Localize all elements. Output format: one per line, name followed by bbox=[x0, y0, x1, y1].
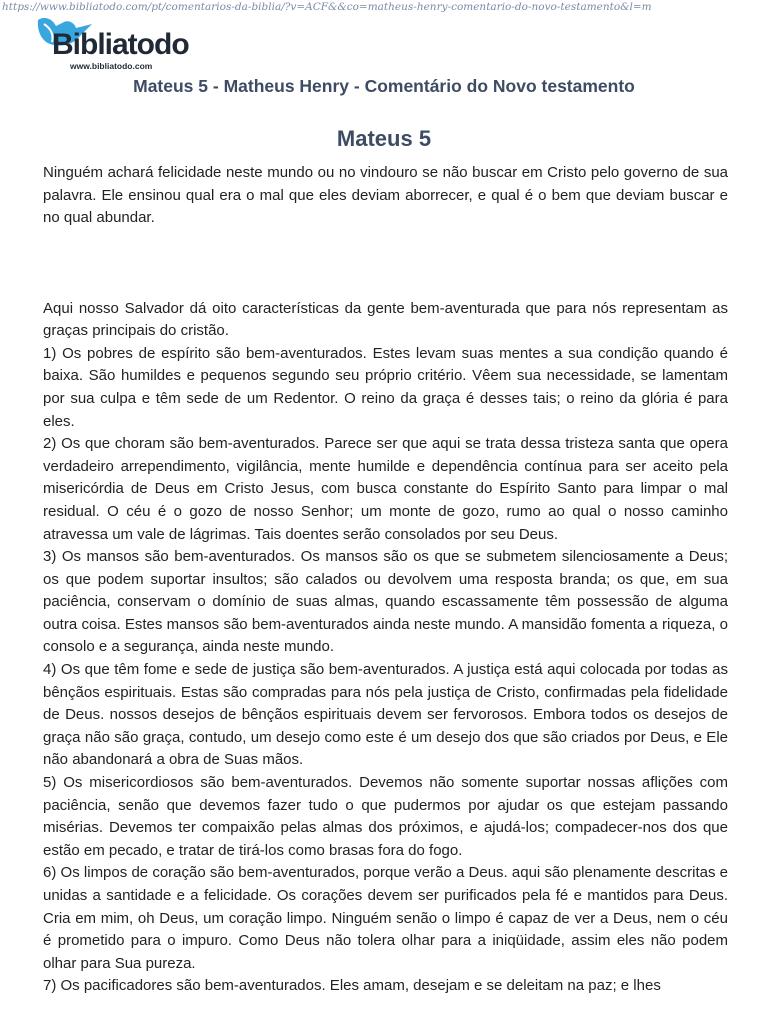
beatitude-paragraph-2: 2) Os que choram são bem-aventurados. Parece ser que aqui se trata dessa tristeza santa que opera verdadeiro arrependimento, vigilância, mente humilde e dependência contínua para ser aceito pela misericórdia de Deus em Cristo Jesus, com busca constante do Espírito Santo para limpar o mal residual. O céu é o gozo de nosso Senhor; um monte de gozo, rumo ao qual o nosso caminho atravessa um vale de lágrimas. Tais doentes serão consolados por seu Deus. bbox=[43, 435, 728, 543]
bibliatodo-logo[interactable] bbox=[34, 14, 194, 74]
beatitude-paragraph-1: 1) Os pobres de espírito são bem-aventurados. Estes levam suas mentes a sua condição quando é baixa. São humildes e pequenos segundo seu próprio critério. Vêem sua necessidade, se lamentam por sua culpa e têm sede de um Redentor. O reino da graça é desses tais; o reino da glória é para eles. bbox=[43, 344, 728, 430]
logo-wordmark: Bibliatodo bbox=[52, 28, 189, 61]
intro-paragraph: Ninguém achará felicidade neste mundo ou no vindouro se não buscar em Cristo pelo governo de sua palavra. Ele ensinou qual era o mal que eles deviam aborrecer, e qual é o bem que deviam buscar e no qual abundar. bbox=[43, 164, 728, 227]
page-url: https://www.bibliatodo.com/pt/comentarios-da-biblia/?v=ACF&&co=matheus-henry-comentario-do-novo-testamento&l=m bbox=[2, 1, 652, 13]
logo-url: www.bibliatodo.com bbox=[70, 61, 153, 71]
commentary-body bbox=[43, 162, 728, 998]
document-title: Mateus 5 - Matheus Henry - Comentário do Novo testamento bbox=[133, 76, 635, 96]
beatitude-paragraph-3: 3) Os mansos são bem-aventurados. Os mansos são os que se submetem silenciosamente a Deus; os que podem suportar insultos; são calados ou devolvem uma resposta branda; os que, em sua paciência, conservam o domínio de suas almas, quando escassamente têm possessão de alguma outra coisa. Estes mansos são bem-aventurados ainda neste mundo. A mansidão fomenta a riqueza, o consolo e a segurança, ainda neste mundo. bbox=[43, 548, 728, 656]
beatitude-paragraph-7: 7) Os pacificadores são bem-aventurados. Eles amam, desejam e se deleitam na paz; e lhes bbox=[43, 977, 661, 995]
characteristics-intro: Aqui nosso Salvador dá oito características da gente bem-aventurada que para nós representam as graças principais do cristão. bbox=[43, 299, 728, 340]
beatitude-paragraph-6: 6) Os limpos de coração são bem-aventurados, porque verão a Deus. aqui são plenamente descritas e unidas a santidade e a felicidade. Os corações devem ser purificados pela fé e mantidos para Deus. Cria em mim, oh Deus, um coração limpo. Ninguém senão o limpo é capaz de ver a Deus, nem o céu é prometido para o impuro. Como Deus não tolera olhar para a iniqüidade, assim eles não podem olhar para Sua pureza. bbox=[43, 864, 728, 972]
chapter-title: Mateus 5 bbox=[336, 126, 432, 151]
beatitude-paragraph-4: 4) Os que têm fome e sede de justiça são bem-aventurados. A justiça está aqui colocada por todas as bênçãos espirituais. Estas são compradas para nós pela justiça de Cristo, confirmadas pela fidelidade de Deus. nossos desejos de bênçãos espirituais devem ser fervorosos. Embora todos os desejos de graça não são graça, contudo, um desejo como este é um desejo dos que são criados por Deus, e Ele não abandonará a obra de Suas mãos. bbox=[43, 661, 728, 769]
beatitude-paragraph-5: 5) Os misericordiosos são bem-aventurados. Devemos não somente suportar nossas aflições com paciência, senão que devemos fazer tudo o que pudermos por ajudar os que estejam passando misérias. Devemos ter compaixão pelas almas dos próximos, e ajudá-los; compadecer-nos dos que estão em pecado, e tratar de tirá-los como brasas fora do fogo. bbox=[43, 774, 728, 859]
